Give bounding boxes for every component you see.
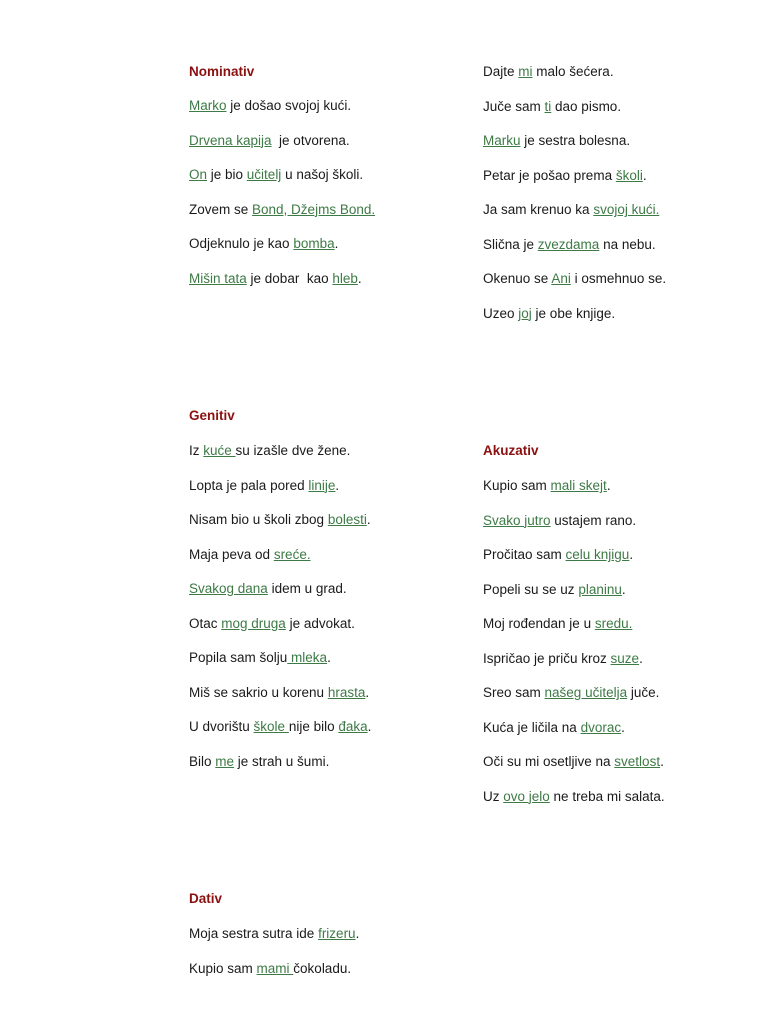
example-sentence <box>189 98 351 113</box>
sentence-text: u našoj školi. <box>281 167 364 182</box>
sentence-text: je došao svojoj kući. <box>226 98 352 113</box>
case-keyword: svetlost <box>614 754 661 769</box>
sentence-text: ne treba mi salata. <box>549 788 665 804</box>
sentence-text: je sestra bolesna. <box>520 133 631 148</box>
example-sentence <box>483 202 659 217</box>
example-sentence <box>189 271 362 286</box>
heading-genitiv: Genitiv <box>189 408 235 423</box>
example-sentence <box>189 719 371 734</box>
sentence-text: Odjeknulo je kao <box>189 236 294 251</box>
sentence-text: . <box>621 719 625 735</box>
case-keyword: suze <box>610 650 640 666</box>
sentence-text: . <box>621 581 626 597</box>
sentence-text: . <box>642 167 647 183</box>
sentence-text: . <box>639 650 643 666</box>
case-keyword: kuće <box>203 443 236 458</box>
case-keyword: mi <box>518 64 533 79</box>
case-keyword: Svakog dana <box>189 581 268 596</box>
case-keyword: Marku <box>483 133 521 148</box>
example-sentence <box>189 512 371 527</box>
example-sentence <box>189 650 331 665</box>
sentence-text: U dvorištu <box>189 719 254 734</box>
case-keyword: školi <box>615 167 643 183</box>
sentence-text: Ispričao je priču kroz <box>483 650 611 666</box>
example-sentence <box>189 547 311 562</box>
example-sentence <box>483 478 611 493</box>
sentence-text: Oči su mi osetljive na <box>483 754 615 769</box>
sentence-text: i osmehnuo se. <box>570 271 667 286</box>
case-keyword: svojoj kući. <box>593 202 660 217</box>
sentence-text: . <box>660 754 664 769</box>
example-sentence <box>483 685 659 700</box>
case-keyword: sreće. <box>273 546 311 562</box>
example-sentence <box>483 582 626 597</box>
case-keyword: Ani <box>551 271 571 286</box>
example-sentence <box>483 133 630 148</box>
case-keyword: zvezdama <box>537 236 600 252</box>
sentence-text: Otac <box>189 615 222 631</box>
example-sentence <box>483 237 656 252</box>
example-sentence <box>189 443 350 458</box>
case-keyword: našeg učitelja <box>544 685 628 700</box>
example-sentence <box>483 720 625 735</box>
sentence-text: je dobar kao <box>246 270 333 286</box>
sentence-text: dao pismo. <box>551 98 622 114</box>
case-keyword: sredu. <box>594 616 633 631</box>
sentence-text: Sreo sam <box>483 685 545 700</box>
example-sentence <box>483 513 636 528</box>
sentence-text: Kuća je ličila na <box>483 719 581 735</box>
example-sentence <box>189 616 355 631</box>
sentence-text: su izašle dve žene. <box>235 443 351 458</box>
sentence-text: Popeli su se uz <box>483 581 579 597</box>
case-keyword: Bond, Džejms Bond. <box>252 201 376 217</box>
case-keyword: joj <box>518 305 532 321</box>
sentence-text: Moj rođendan je u <box>483 616 595 631</box>
sentence-text: na nebu. <box>599 236 656 252</box>
sentence-text: Zovem se <box>189 201 253 217</box>
case-keyword: mog druga <box>221 615 286 631</box>
sentence-text: Maja peva od <box>189 546 274 562</box>
example-sentence <box>189 167 363 182</box>
sentence-text: Moja sestra sutra ide <box>189 926 319 941</box>
example-sentence <box>189 685 369 700</box>
example-sentence <box>189 581 347 596</box>
sentence-text: malo šećera. <box>532 64 614 79</box>
case-keyword: Marko <box>189 98 227 113</box>
case-keyword: Svako jutro <box>483 512 551 528</box>
example-sentence <box>483 616 632 631</box>
case-keyword: bolesti <box>327 512 367 527</box>
example-sentence <box>189 754 329 769</box>
case-keyword: ovo jelo <box>503 788 550 804</box>
sentence-text: Lopta je pala pored <box>189 477 309 493</box>
case-keyword: mleka <box>287 650 328 665</box>
case-keyword: celu knjigu <box>565 547 630 562</box>
sentence-text: idem u grad. <box>267 581 347 596</box>
sentence-text: je strah u šumi. <box>234 753 330 769</box>
sentence-text: je advokat. <box>285 615 355 631</box>
sentence-text: . <box>334 236 339 251</box>
example-sentence <box>189 478 339 493</box>
sentence-text: Slična je <box>483 236 538 252</box>
sentence-text: je otvorena. <box>271 132 350 148</box>
sentence-text: . <box>355 926 360 941</box>
heading-nominativ: Nominativ <box>189 64 255 79</box>
sentence-text: . <box>367 719 372 734</box>
sentence-text: Uzeo <box>483 305 519 321</box>
example-sentence <box>189 236 338 251</box>
case-keyword: bomba <box>293 236 335 251</box>
heading-dativ: Dativ <box>189 891 223 906</box>
sentence-text: . <box>629 547 634 562</box>
example-sentence <box>483 651 643 666</box>
example-sentence <box>189 133 350 148</box>
sentence-text: nije bilo <box>288 719 339 734</box>
example-sentence <box>483 789 665 804</box>
sentence-text: ustajem rano. <box>550 512 637 528</box>
sentence-text: Uz <box>483 788 504 804</box>
case-keyword: đaka <box>338 719 368 734</box>
heading-akuzativ: Akuzativ <box>483 443 539 458</box>
sentence-text: . <box>357 270 362 286</box>
case-keyword: me <box>215 753 235 769</box>
sentence-text: Juče sam <box>483 98 545 114</box>
case-keyword: Mišin tata <box>189 270 247 286</box>
case-keyword: mali skejt <box>550 478 607 493</box>
sentence-text: juče. <box>627 685 660 700</box>
sentence-text: . <box>365 684 370 700</box>
sentence-text: Petar je pošao prema <box>483 167 616 183</box>
case-keyword: planinu <box>578 581 622 597</box>
sentence-text: Pročitao sam <box>483 547 566 562</box>
case-keyword: učitelj <box>246 167 282 182</box>
case-keyword: On <box>189 167 208 182</box>
case-keyword: linije <box>308 477 336 493</box>
sentence-text: Dajte <box>483 64 519 79</box>
example-sentence <box>483 754 664 769</box>
sentence-text: Nisam bio u školi zbog <box>189 512 328 527</box>
sentence-text: . <box>366 512 371 527</box>
case-keyword: mami <box>256 960 294 976</box>
sentence-text: je bio <box>207 167 247 182</box>
case-keyword: dvorac <box>580 719 622 735</box>
example-sentence <box>189 202 375 217</box>
case-keyword: frizeru <box>318 926 356 941</box>
example-sentence <box>189 961 351 976</box>
sentence-text: Ja sam krenuo ka <box>483 202 594 217</box>
example-sentence <box>483 306 615 321</box>
sentence-text: . <box>335 477 340 493</box>
sentence-text: Kupio sam <box>483 478 551 493</box>
case-keyword: ti <box>544 98 552 114</box>
sentence-text: je obe knjige. <box>531 305 616 321</box>
sentence-text: . <box>327 650 331 665</box>
case-keyword: škole <box>253 719 289 734</box>
sentence-text: . <box>606 478 611 493</box>
example-sentence <box>483 64 614 79</box>
example-sentence <box>483 271 666 286</box>
example-sentence <box>189 926 359 941</box>
sentence-text: Popila sam šolju <box>189 650 288 665</box>
sentence-text: Kupio sam <box>189 960 257 976</box>
sentence-text: Miš se sakrio u korenu <box>189 684 328 700</box>
example-sentence <box>483 547 633 562</box>
example-sentence <box>483 168 647 183</box>
sentence-text: čokoladu. <box>293 960 352 976</box>
sentence-text: Okenuo se <box>483 271 552 286</box>
case-keyword: Drvena kapija <box>189 132 272 148</box>
example-sentence <box>483 99 621 114</box>
sentence-text: Bilo <box>189 753 216 769</box>
sentence-text: Iz <box>189 443 204 458</box>
case-keyword: hrasta <box>327 684 366 700</box>
case-keyword: hleb <box>332 270 358 286</box>
